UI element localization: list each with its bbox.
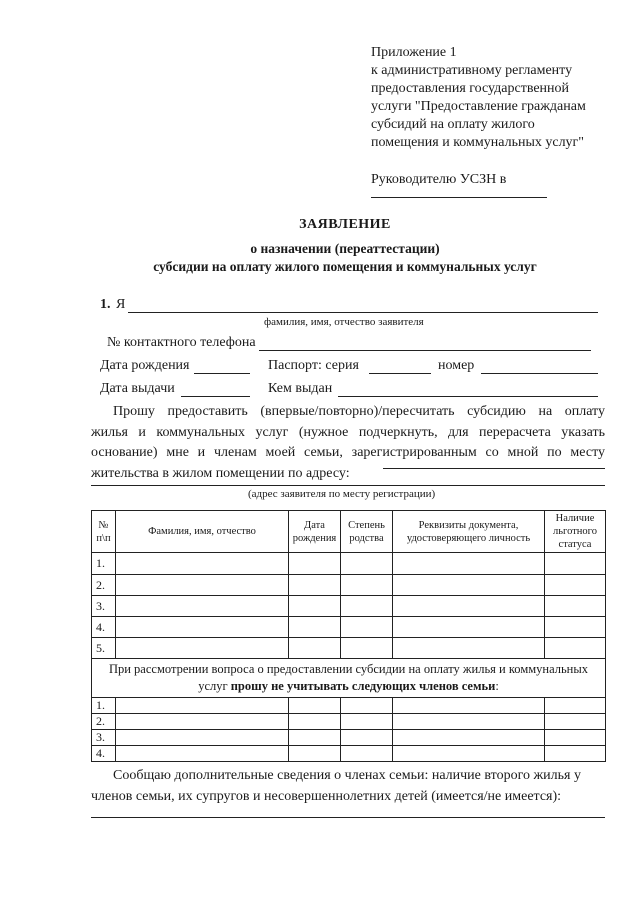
- appendix-line: услуги "Предоставление гражданам: [371, 99, 586, 114]
- cell-benefit[interactable]: [545, 596, 606, 617]
- cell-name[interactable]: [116, 596, 289, 617]
- cell-benefit[interactable]: [545, 698, 606, 714]
- cell-document[interactable]: [393, 596, 545, 617]
- table-row: [92, 575, 606, 596]
- cell-benefit[interactable]: [545, 617, 606, 638]
- cell-document[interactable]: [393, 617, 545, 638]
- cell-name[interactable]: [116, 730, 289, 746]
- row-number: 3.: [92, 596, 116, 617]
- cell-birth[interactable]: [289, 553, 341, 575]
- cell-relation[interactable]: [341, 714, 393, 730]
- row-number: 4.: [92, 617, 116, 638]
- issue-date-field[interactable]: [181, 396, 250, 397]
- address-caption: (адрес заявителя по месту регистрации): [248, 488, 436, 500]
- issued-by-label: Кем выдан: [268, 381, 333, 396]
- cell-benefit[interactable]: [545, 714, 606, 730]
- request-line: Прошу предоставить (впервые/повторно)/пересчитать субсидию на оплату: [113, 404, 605, 419]
- cell-birth[interactable]: [289, 617, 341, 638]
- row-number: 4.: [92, 746, 116, 762]
- document-title: ЗАЯВЛЕНИЕ: [299, 217, 391, 232]
- cell-document[interactable]: [393, 553, 545, 575]
- cell-benefit[interactable]: [545, 575, 606, 596]
- cell-name[interactable]: [116, 714, 289, 730]
- issue-date-label: Дата выдачи: [100, 381, 175, 396]
- address-field-2[interactable]: [91, 485, 605, 486]
- header-benefit: Наличие льготного статуса: [545, 511, 606, 553]
- cell-relation[interactable]: [341, 575, 393, 596]
- appendix-line: помещения и коммунальных услуг": [371, 135, 585, 150]
- exclusion-row: [92, 659, 606, 698]
- additional-line: Сообщаю дополнительные сведения о членах семьи: наличие второго жилья у: [113, 768, 581, 783]
- cell-document[interactable]: [393, 698, 545, 714]
- table-row: [92, 714, 606, 730]
- cell-relation[interactable]: [341, 596, 393, 617]
- cell-birth[interactable]: [289, 596, 341, 617]
- passport-series-field[interactable]: [369, 373, 431, 374]
- name-field[interactable]: [128, 312, 598, 313]
- table-row: [92, 638, 606, 659]
- passport-series-label: Паспорт: серия: [268, 358, 359, 373]
- table-row: [92, 553, 606, 575]
- cell-birth[interactable]: [289, 730, 341, 746]
- cell-name[interactable]: [116, 698, 289, 714]
- cell-document[interactable]: [393, 575, 545, 596]
- exclusion-text-end: :: [495, 679, 499, 693]
- header-relation: Степень родства: [341, 511, 393, 553]
- row-number: 5.: [92, 638, 116, 659]
- cell-relation[interactable]: [341, 553, 393, 575]
- recipient-label: Руководителю УСЗН в: [371, 172, 507, 187]
- request-line: жительства в жилом помещении по адресу:: [91, 465, 350, 481]
- cell-relation[interactable]: [341, 730, 393, 746]
- appendix-line: субсидий на оплату жилого: [371, 117, 535, 132]
- additional-info-field[interactable]: [91, 817, 605, 818]
- row-number: 2.: [92, 714, 116, 730]
- header-name: Фамилия, имя, отчество: [116, 511, 289, 553]
- appendix-line: Приложение 1: [371, 45, 457, 60]
- birth-date-field[interactable]: [194, 373, 250, 374]
- cell-relation[interactable]: [341, 638, 393, 659]
- appendix-line: предоставления государственной: [371, 81, 570, 96]
- row-number: 2.: [92, 575, 116, 596]
- appendix-block: [371, 44, 586, 152]
- exclusion-text-1: При рассмотрении вопроса о предоставлении субсидии на оплату жилья и коммунальных: [108, 662, 589, 676]
- cell-benefit[interactable]: [545, 553, 606, 575]
- recipient-field[interactable]: [371, 197, 547, 198]
- i-label: Я: [116, 297, 126, 312]
- table-row: [92, 596, 606, 617]
- address-field[interactable]: [383, 468, 605, 469]
- cell-birth[interactable]: [289, 638, 341, 659]
- cell-birth[interactable]: [289, 746, 341, 762]
- cell-benefit[interactable]: [545, 746, 606, 762]
- header-document: Реквизиты документа, удостоверяющего личность: [393, 511, 545, 553]
- cell-name[interactable]: [116, 575, 289, 596]
- cell-document[interactable]: [393, 746, 545, 762]
- cell-benefit[interactable]: [545, 730, 606, 746]
- row-number: 1.: [92, 698, 116, 714]
- cell-document[interactable]: [393, 714, 545, 730]
- additional-line: членов семьи, их супругов и несовершеннолетних детей (имеется/не имеется):: [91, 789, 562, 804]
- cell-relation[interactable]: [341, 746, 393, 762]
- birth-date-label: Дата рождения: [100, 358, 190, 373]
- cell-name[interactable]: [116, 553, 289, 575]
- exclusion-text-2: услуг: [198, 679, 228, 693]
- exclusion-note: [92, 659, 606, 698]
- row-number: 3.: [92, 730, 116, 746]
- request-line: жилья и коммунальных услуг (нужное подчеркнуть, для перерасчета указать: [91, 424, 605, 440]
- document-subtitle-1: о назначении (переаттестации): [250, 241, 440, 256]
- row-number: 1.: [92, 553, 116, 575]
- phone-label: № контактного телефона: [107, 335, 256, 350]
- cell-relation[interactable]: [341, 617, 393, 638]
- document-subtitle-2: субсидии на оплату жилого помещения и коммунальных услуг: [153, 259, 537, 274]
- cell-name[interactable]: [116, 617, 289, 638]
- cell-birth[interactable]: [289, 714, 341, 730]
- request-line: основание) мне и членам моей семьи, зарегистрированным со мной по месту: [91, 445, 605, 460]
- family-table: [91, 510, 606, 762]
- table-row: [92, 746, 606, 762]
- table-row: [92, 698, 606, 714]
- request-paragraph: [91, 402, 605, 484]
- cell-document[interactable]: [393, 730, 545, 746]
- passport-number-label: номер: [438, 358, 475, 373]
- cell-name[interactable]: [116, 638, 289, 659]
- additional-info-paragraph: [91, 765, 605, 807]
- cell-document[interactable]: [393, 638, 545, 659]
- cell-benefit[interactable]: [545, 638, 606, 659]
- table-row: [92, 617, 606, 638]
- cell-birth[interactable]: [289, 698, 341, 714]
- header-num: № п\п: [92, 511, 116, 553]
- header-birth: Дата рождения: [289, 511, 341, 553]
- exclusion-text-bold: прошу не учитывать следующих членов семьи: [230, 679, 496, 693]
- section-number: 1.: [100, 297, 111, 312]
- cell-relation[interactable]: [341, 698, 393, 714]
- table-row: [92, 730, 606, 746]
- table-header-row: [92, 511, 606, 553]
- phone-field[interactable]: [259, 350, 591, 351]
- cell-birth[interactable]: [289, 575, 341, 596]
- passport-number-field[interactable]: [481, 373, 598, 374]
- name-caption: фамилия, имя, отчество заявителя: [264, 316, 424, 328]
- issued-by-field[interactable]: [338, 396, 598, 397]
- appendix-line: к административному регламенту: [371, 63, 573, 78]
- cell-name[interactable]: [116, 746, 289, 762]
